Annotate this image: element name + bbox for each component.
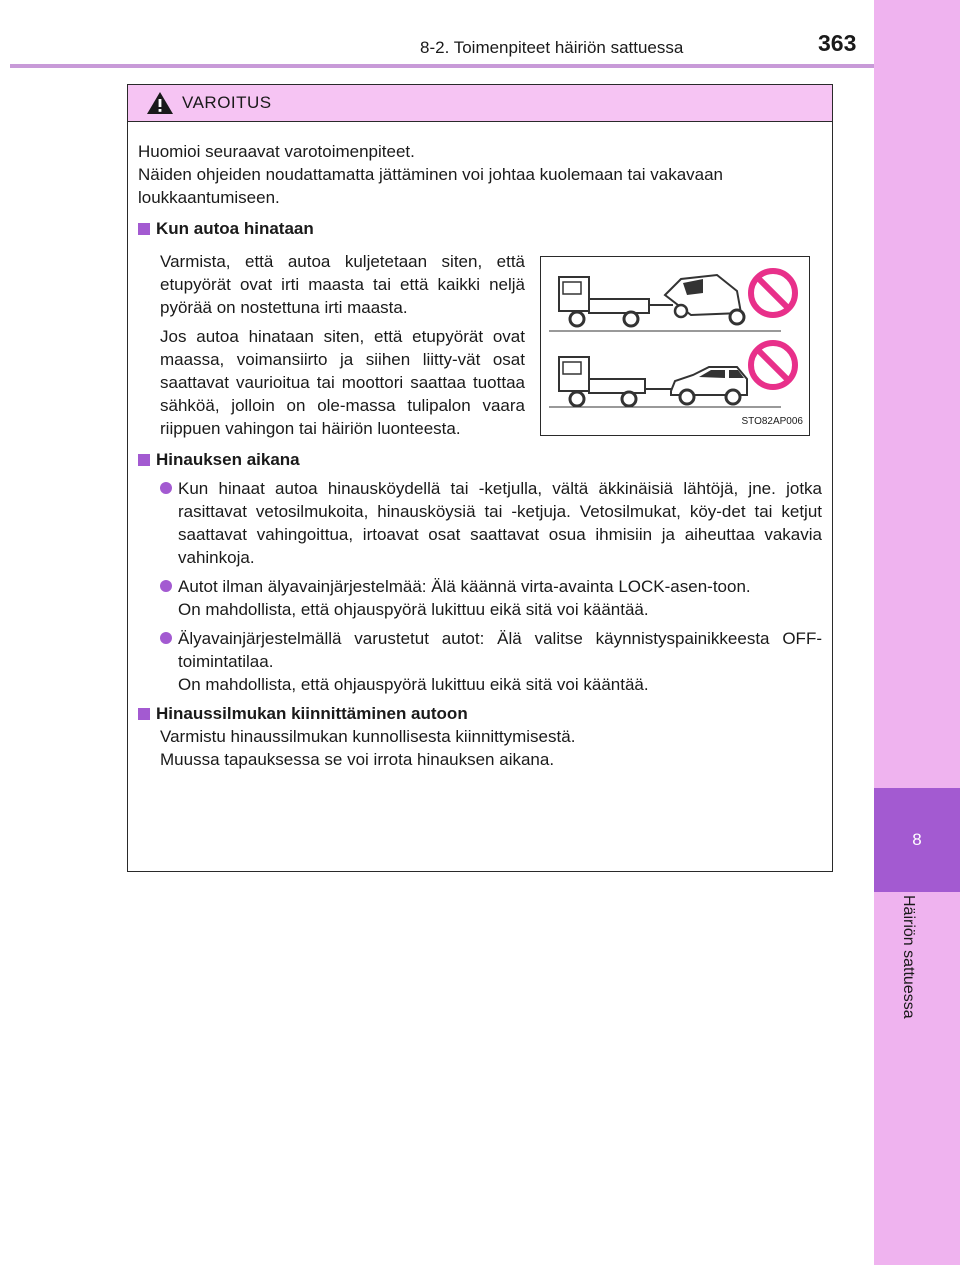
tow-truck-illustration bbox=[541, 257, 809, 435]
figure-code: STO82AP006 bbox=[741, 416, 803, 427]
warning-body bbox=[128, 122, 832, 771]
towing-paragraph: Varmista, että autoa kuljetetaan siten, että etupyörät ovat irti maasta tai että kaikki neljä pyörää on nostettuna irti maasta. bbox=[160, 252, 525, 317]
side-tab bbox=[874, 0, 960, 1265]
section-title: 8-2. Toimenpiteet häiriön sattuessa bbox=[420, 38, 684, 57]
towing-row bbox=[138, 244, 822, 440]
list-item: Kun hinaat autoa hinausköydellä tai -ketjulla, vältä äkkinäisiä lähtöjä, jne. jotka rasittavat vetosilmukoita, hinausköysiä tai -ketjuja. Vetosilmukat, köy-det tai ketjut saattavat vahingoittua, irtoavat osat saattavat osua ihmisiin ja aiheuttaa vakavia vahinkoja. bbox=[138, 477, 822, 569]
towing-text bbox=[138, 244, 525, 440]
header-rule bbox=[10, 64, 874, 68]
warning-title: VAROITUS bbox=[182, 93, 272, 112]
warning-triangle-icon bbox=[146, 91, 174, 115]
warning-intro-1: Huomioi seuraavat varotoimenpiteet. bbox=[138, 142, 415, 161]
page-number: 363 bbox=[818, 30, 857, 56]
list-item: Älyavainjärjestelmällä varustetut autot: Älä valitse käynnistyspainikkeesta OFF-toimintatilaa. On mahdollista, että ohjauspyörä lukittuu eikä sitä voi kääntää. bbox=[138, 627, 822, 696]
tow-eye-paragraph: Muussa tapauksessa se voi irrota hinauksen aikana. bbox=[160, 750, 555, 769]
section-heading-tow-eye: Hinaussilmukan kiinnittäminen autoon bbox=[138, 702, 822, 725]
warning-header bbox=[128, 85, 832, 122]
towing-paragraph: Jos autoa hinataan siten, että etupyörät ovat maassa, voimansiirto ja siihen liitty-vät osat saattavat vaurioitua tai moottori saattaa tuottaa sähköä, jolloin on ole-massa tulipalon vaara riippuen vahingon tai häiriön luonteesta. bbox=[160, 327, 525, 438]
round-bullet-icon bbox=[160, 482, 172, 494]
square-bullet-icon bbox=[138, 454, 150, 466]
square-bullet-icon bbox=[138, 708, 150, 720]
list-item: Autot ilman älyavainjärjestelmää: Älä käännä virta-avainta LOCK-asen-toon. On mahdollista, että ohjauspyörä lukittuu eikä sitä voi kääntää. bbox=[138, 575, 822, 621]
section-heading-during-towing: Hinauksen aikana bbox=[138, 448, 822, 471]
round-bullet-icon bbox=[160, 632, 172, 644]
warning-box bbox=[127, 84, 833, 872]
chapter-number: 8 bbox=[874, 788, 960, 892]
round-bullet-icon bbox=[160, 580, 172, 592]
towing-illustration bbox=[540, 256, 810, 436]
chapter-title: Häiriön sattuessa bbox=[900, 895, 917, 1019]
section-heading-towing: Kun autoa hinataan bbox=[138, 217, 822, 240]
warning-intro-2: Näiden ohjeiden noudattamatta jättäminen voi johtaa kuolemaan tai vakavaan loukkaantumiseen. bbox=[138, 165, 724, 207]
square-bullet-icon bbox=[138, 223, 150, 235]
tow-eye-paragraph: Varmistu hinaussilmukan kunnollisesta kiinnittymisestä. bbox=[160, 727, 576, 746]
